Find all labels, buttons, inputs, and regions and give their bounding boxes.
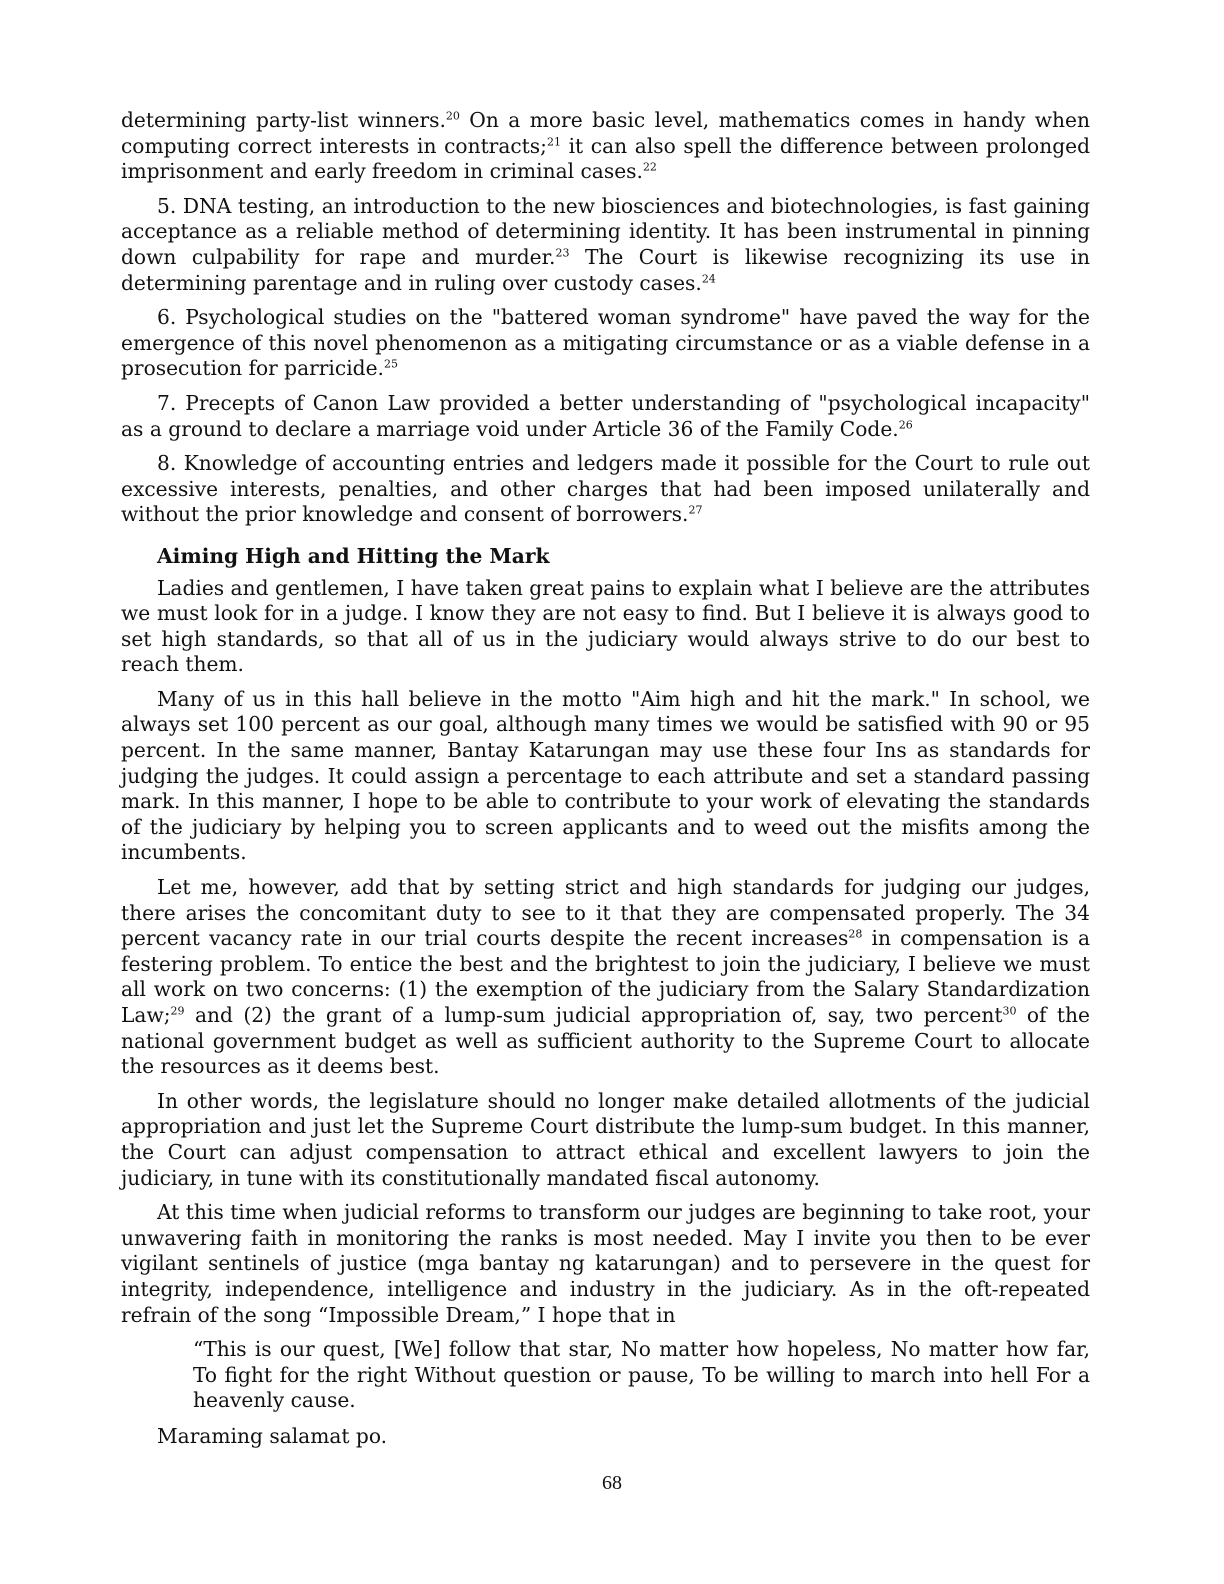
song-quote: “This is our quest, [We] follow that star, No matter how hopeless, No matter how far, To fight for the right Without question or pause, To be willing to march into hell For a heavenly cause.	[193, 1337, 1090, 1413]
paragraph: Ladies and gentlemen, I have taken great pains to explain what I believe are the attributes we must look for in a judge. I know they are not easy to find. But I believe it is always good to set high standards, so that all of us in the judiciary would always strive to do our best to reach them.	[121, 575, 1090, 677]
footnote-ref[interactable]: 25	[383, 357, 398, 371]
text-run: 6. Psychological studies on the "battered woman syndrome" have paved the way for the emergence of this novel phenomenon as a mitigating circumstance or as a viable defense in a prosecution for parricide.	[121, 305, 1090, 381]
document-page	[121, 108, 1090, 1459]
text-run: it can also spell the difference between prolonged imprisonment and early freedom in criminal cases.	[121, 133, 1090, 184]
text-run: determining party-list winners.	[121, 108, 446, 132]
paragraph: At this time when judicial reforms to transform our judges are beginning to take root, your unwavering faith in monitoring the ranks is most needed. May I invite you then to be ever vigilant sentinels of justice (mga bantay ng katarungan) and to persevere in the quest for integrity, independence, intelligence and industry in the judiciary. As in the oft-repeated refrain of the song “Impossible Dream,” I hope that in	[121, 1200, 1090, 1327]
footnote-ref[interactable]: 20	[445, 109, 460, 123]
text-run: 7. Precepts of Canon Law provided a better understanding of "psychological incapacity" as a ground to declare a marriage void under Article 36 of the Family Code.	[121, 390, 1090, 441]
footnote-ref[interactable]: 26	[898, 417, 913, 431]
paragraph: In other words, the legislature should no longer make detailed allotments of the judicial appropriation and just let the Supreme Court distribute the lump-sum budget. In this manner, the Court can adjust compensation to attract ethical and excellent lawyers to join the judiciary, in tune with its constitutionally mandated fiscal autonomy.	[121, 1088, 1090, 1190]
closing-line: Maraming salamat po.	[157, 1423, 388, 1448]
paragraph-item-7	[121, 391, 1090, 442]
text-run: On a more basic level, mathematics comes in handy when computing correct interests in contracts;	[121, 108, 1090, 158]
paragraph: Many of us in this hall believe in the motto "Aim high and hit the mark." In school, we always set 100 percent as our goal, although many times we would be satisfied with 90 or 95 percent. In the same manner, Bantay Katarungan may use these four Ins as standards for judging the judges. It could assign a percentage to each attribute and set a standard passing mark. In this manner, I hope to be able to contribute to your work of elevating the standards of the judiciary by helping you to screen applicants and to weed out the misfits among the incumbents.	[121, 686, 1090, 865]
text-run: in compensation is a festering problem. To entice the best and the brightest to join the judiciary, I believe we must all work on two concerns: (1) the exemption of the judiciary from the Salary Standardization Law;	[121, 926, 1090, 1027]
footnote-ref[interactable]: 30	[1002, 1004, 1017, 1018]
text-run: Let me, however, add that by setting strict and high standards for judging our judges, there arises the concomitant duty to see to it that they are compensated properly. The 34 percent vacancy rate in our trial courts despite the recent increases	[121, 875, 1090, 951]
footnote-ref[interactable]: 27	[688, 503, 703, 517]
text-run: The Court is likewise recognizing its use in determining parentage and in ruling over custody cases.	[121, 244, 1091, 295]
section-heading: Aiming High and Hitting the Mark	[157, 543, 550, 568]
footnote-ref[interactable]: 23	[555, 246, 570, 260]
footnote-ref[interactable]: 29	[170, 1004, 185, 1018]
footnote-ref[interactable]: 22	[642, 160, 657, 174]
text-run: of the national government budget as well as sufficient authority to the Supreme Court to allocate the resources as it deems best.	[121, 1003, 1090, 1079]
text-run: 5. DNA testing, an introduction to the new biosciences and biotechnologies, is fast gaining acceptance as a reliable method of determining identity. It has been instrumental in pinning down culpability for rape and murder.	[121, 193, 1090, 269]
paragraph	[121, 875, 1090, 1080]
paragraph-item-6	[121, 305, 1090, 382]
footnote-ref[interactable]: 21	[546, 134, 561, 148]
text-run: and (2) the grant of a lump-sum judicial appropriation of, say, two percent	[184, 1003, 1003, 1027]
page-number: 68	[602, 1472, 622, 1494]
text-run: 8. Knowledge of accounting entries and ledgers made it possible for the Court to rule out excessive interests, penalties, and other charges that had been imposed unilaterally and without the prior knowledge and consent of borrowers.	[121, 451, 1090, 527]
paragraph-item-8	[121, 451, 1090, 528]
paragraph-item-5	[121, 194, 1090, 296]
footnote-ref[interactable]: 28	[848, 927, 863, 941]
paragraph-continuation	[121, 108, 1090, 185]
footnote-ref[interactable]: 24	[701, 271, 716, 285]
